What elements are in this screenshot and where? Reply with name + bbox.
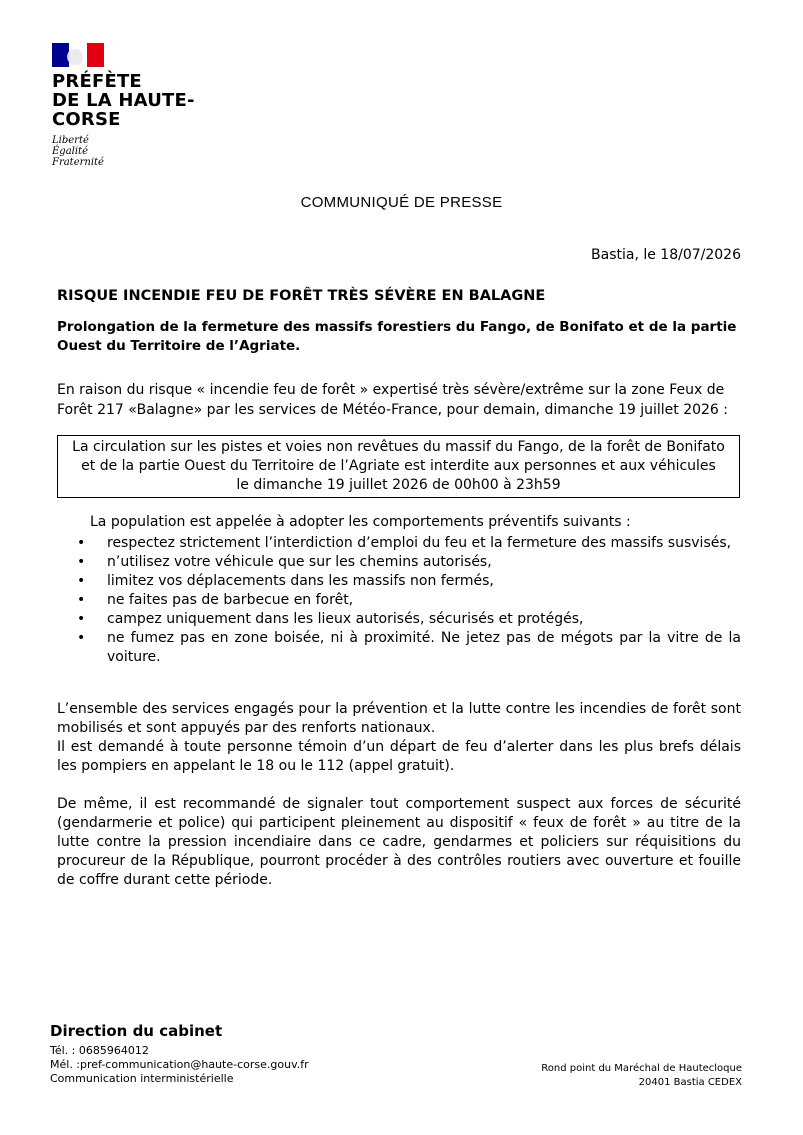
motto-line: Égalité <box>52 146 88 157</box>
subtitle: Prolongation de la fermeture des massifs forestiers du Fango, de Bonifato et de la partie Ouest du Territoire de l’Agriate. <box>57 319 737 354</box>
address-line: 20401 Bastia CEDEX <box>638 1077 742 1088</box>
paragraph-security: De même, il est recommandé de signaler tout comportement suspect aux forces de sécurité (gendarmerie et police) qui participent pleinement au dispositif « feux de forêt » au titre de la lutte contre la pression incendiaire dans ce cadre, gendarmes et policiers sur réquisitions du procureur de la République, pourront procéder à des contrôles routiers avec ouverture et fouille de coffre durant cette période. <box>57 796 741 888</box>
bullet-icon: • <box>77 554 86 570</box>
footer-phone: Tél. : 0685964012 <box>50 1044 149 1057</box>
intro-paragraph: En raison du risque « incendie feu de forêt » expertisé très sévère/extrême sur la zone Feux de Forêt 217 «Balagne» par les services de Météo-France, pour demain, dimanche 19 juillet 2026 : <box>57 382 728 418</box>
list-item <box>57 553 741 572</box>
address-line: Rond point du Maréchal de Hautecloque <box>541 1063 742 1074</box>
prefecture-name <box>52 72 195 129</box>
prefecture-name-line: DE LA HAUTE- <box>52 90 195 111</box>
prefecture-name-line: CORSE <box>52 109 121 130</box>
list-item <box>57 572 741 591</box>
bullet-icon: • <box>77 611 86 627</box>
republic-motto <box>52 135 195 168</box>
list-item <box>57 591 741 610</box>
prohibition-box <box>57 435 740 498</box>
document-type: COMMUNIQUÉ DE PRESSE <box>300 194 503 211</box>
motto-line: Liberté <box>52 135 89 146</box>
list-item-text: limitez vos déplacements dans les massifs non fermés, <box>107 573 494 589</box>
population-intro: La population est appelée à adopter les comportements préventifs suivants : <box>90 514 631 530</box>
bullet-icon: • <box>77 535 86 551</box>
prefecture-logo <box>52 43 195 168</box>
motto-line: Fraternité <box>52 157 104 168</box>
preventive-measures-list <box>57 534 741 667</box>
page-title: RISQUE INCENDIE FEU DE FORÊT TRÈS SÉVÈRE EN BALAGNE <box>57 288 546 304</box>
footer-address <box>541 1062 742 1090</box>
list-item <box>57 534 741 553</box>
list-item <box>57 629 741 667</box>
paragraph-alert: Il est demandé à toute personne témoin d’un départ de feu d’alerter dans les plus brefs délais les pompiers en appelant le 18 ou le 112 (appel gratuit). <box>57 739 741 774</box>
footer-service: Communication interministérielle <box>50 1072 234 1085</box>
prohibition-line: le dimanche 19 juillet 2026 de 00h00 à 23h59 <box>236 477 561 493</box>
list-item-text: n’utilisez votre véhicule que sur les chemins autorisés, <box>107 554 492 570</box>
bullet-icon: • <box>77 630 86 646</box>
footer-direction: Direction du cabinet <box>50 1022 223 1040</box>
list-item-text: campez uniquement dans les lieux autorisés, sécurisés et protégés, <box>107 611 584 627</box>
prohibition-line: et de la partie Ouest du Territoire de l’Agriate est interdite aux personnes et aux véhicules <box>81 458 716 474</box>
list-item-text: respectez strictement l’interdiction d’emploi du feu et la fermeture des massifs susvisés, <box>107 535 732 551</box>
bullet-icon: • <box>77 573 86 589</box>
prefecture-name-line: PRÉFÈTE <box>52 71 142 92</box>
date-line: Bastia, le 18/07/2026 <box>591 247 741 263</box>
french-flag-logo <box>52 43 104 67</box>
prohibition-line: La circulation sur les pistes et voies non revêtues du massif du Fango, de la forêt de Bonifato <box>72 439 725 455</box>
list-item-text: ne faites pas de barbecue en forêt, <box>107 592 354 608</box>
bullet-icon: • <box>77 592 86 608</box>
paragraph-services: L’ensemble des services engagés pour la prévention et la lutte contre les incendies de forêt sont mobilisés et sont appuyés par des renforts nationaux. <box>57 701 741 736</box>
footer-email: Mél. :pref-communication@haute-corse.gouv.fr <box>50 1058 309 1071</box>
list-item <box>57 610 741 629</box>
list-item-text: ne fumez pas en zone boisée, ni à proximité. Ne jetez pas de mégots par la vitre de la voiture. <box>107 630 741 665</box>
footer-contact <box>50 1044 309 1086</box>
